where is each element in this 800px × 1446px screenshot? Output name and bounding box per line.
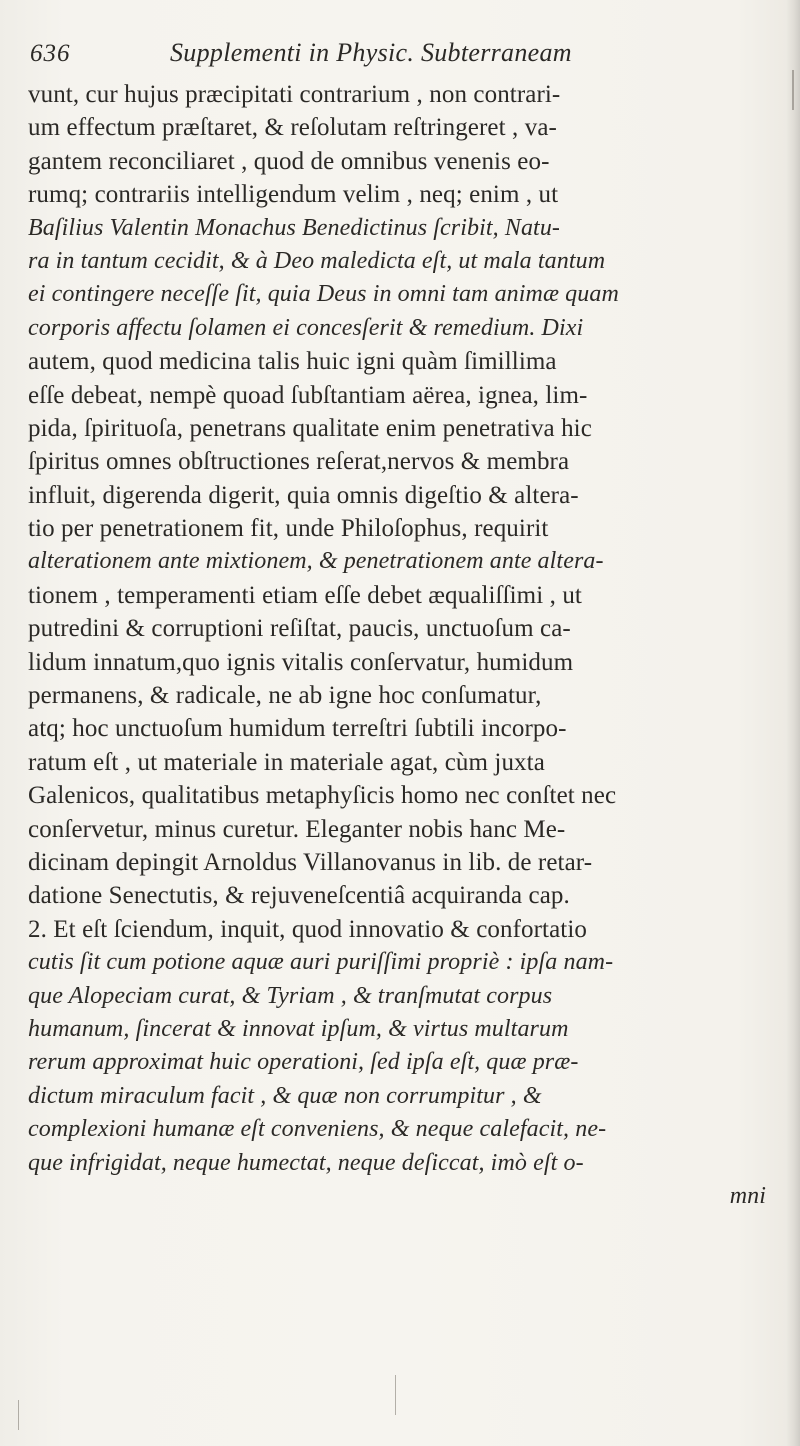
body-text <box>28 78 796 1378</box>
text-line: rumq; contrariis intelligendum velim , neq; enim , ut <box>28 181 559 209</box>
text-line: putredini & corruptioni reſiſtat, paucis, unctuoſum ca- <box>28 615 571 643</box>
page-number: 636 <box>30 40 71 67</box>
text-line: corporis affectu ſolamen ei concesſerit & remedium. Dixi <box>28 314 584 341</box>
text-line: que infrigidat, neque humectat, neque deſiccat, imò eſt o- <box>28 1149 584 1176</box>
text-line: lidum innatum,quo ignis vitalis conſervatur, humidum <box>28 648 574 676</box>
text-line: um effectum præſtaret, & reſolutam reſtringeret , va- <box>28 114 557 142</box>
text-line: gantem reconciliaret , quod de omnibus venenis eo- <box>28 147 550 175</box>
text-line: que Alopeciam curat, & Tyriam , & tranſmutat corpus <box>28 982 553 1009</box>
margin-stroke <box>18 1400 19 1430</box>
text-line: dictum miraculum facit , & quæ non corrumpitur , & <box>28 1082 542 1109</box>
text-line: influit, digerenda digerit, quia omnis digeſtio & altera- <box>28 481 579 509</box>
page-header <box>30 36 770 76</box>
text-line: tionem , temperamenti etiam eſſe debet æqualiſſimi , ut <box>28 581 582 609</box>
text-line: ra in tantum cecidit, & à Deo maledicta eſt, ut mala tantum <box>28 247 606 274</box>
text-line: alterationem ante mixtionem, & penetrationem ante altera- <box>28 548 604 575</box>
text-line: datione Senectutis, & rejuveneſcentiâ acquiranda cap. <box>28 882 570 910</box>
text-line: eſſe debeat, nempè quoad ſubſtantiam aërea, ignea, lim- <box>28 381 588 409</box>
margin-stroke <box>395 1375 396 1415</box>
text-line: 2. Et eſt ſciendum, inquit, quod innovatio & confortatio <box>28 915 587 943</box>
running-title: Supplementi in Physic. Subterraneam <box>170 38 572 67</box>
margin-stroke <box>792 70 794 110</box>
text-line: dicinam depingit Arnoldus Villanovanus in lib. de retar- <box>28 848 593 876</box>
text-line: conſervetur, minus curetur. Eleganter nobis hanc Me- <box>28 815 566 843</box>
text-line: atq; hoc unctuoſum humidum terreſtri ſubtili incorpo- <box>28 715 567 743</box>
text-line: ſpiritus omnes obſtructiones reſerat,nervos & membra <box>28 448 570 476</box>
text-line: humanum, ſincerat & innovat ipſum, & virtus multarum <box>28 1015 569 1042</box>
text-line: complexioni humanæ eſt conveniens, & neque calefacit, ne- <box>28 1116 607 1143</box>
text-line: autem, quod medicina talis huic igni quàm ſimillima <box>28 348 557 376</box>
text-line: Baſilius Valentin Monachus Benedictinus ſcribit, Natu- <box>28 214 561 241</box>
text-line: rerum approximat huic operationi, ſed ipſa eſt, quæ præ- <box>28 1049 579 1076</box>
text-line: Galenicos, qualitatibus metaphyſicis homo nec conſtet nec <box>28 782 617 810</box>
text-line: cutis ſit cum potione aquæ auri puriſſimi propriè : ipſa nam- <box>28 949 614 976</box>
text-line: ei contingere neceſſe ſit, quia Deus in omni tam animæ quam <box>28 281 619 308</box>
text-line: ratum eſt , ut materiale in materiale agat, cùm juxta <box>28 748 545 776</box>
catchword: mni <box>729 1182 766 1209</box>
text-line: vunt, cur hujus præcipitati contrarium , non contrari- <box>28 81 561 108</box>
text-line: pida, ſpirituoſa, penetrans qualitate enim penetrativa hic <box>28 414 592 442</box>
text-line: tio per penetrationem fit, unde Philoſophus, requirit <box>28 515 549 543</box>
text-line: permanens, & radicale, ne ab igne hoc conſumatur, <box>28 682 542 710</box>
